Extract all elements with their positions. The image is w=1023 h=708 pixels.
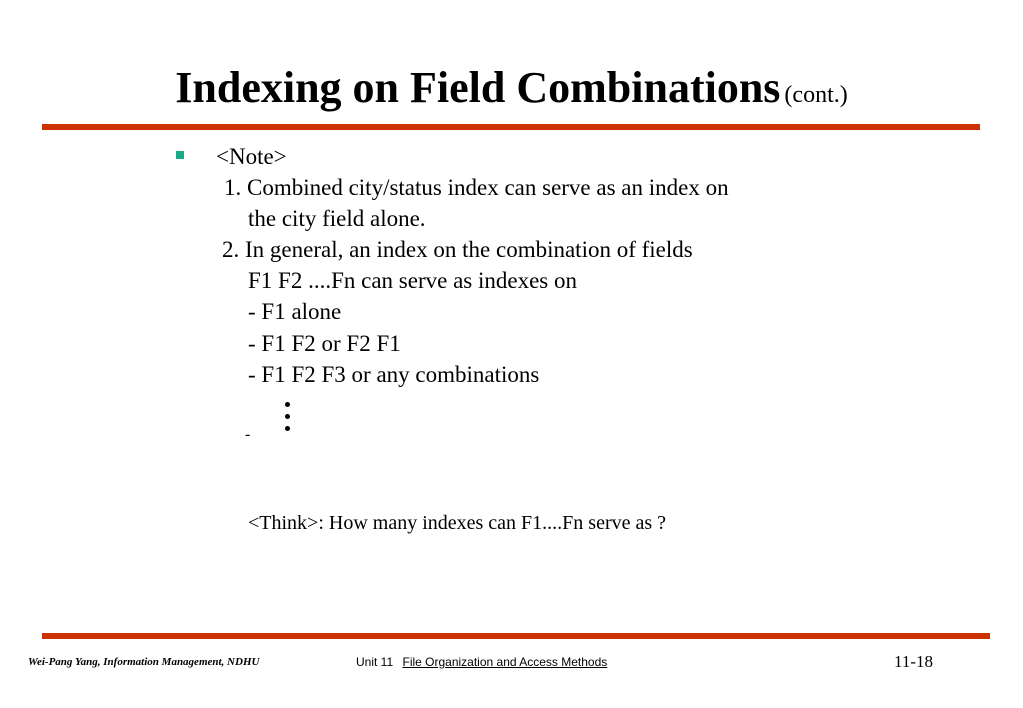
content-line-8: - (245, 426, 251, 443)
page-number: 11-18 (894, 652, 934, 671)
square-bullet-icon (176, 151, 184, 159)
slide-title-text: Indexing on Field Combinations (175, 63, 781, 112)
footer-unit: Unit 11 (356, 655, 394, 669)
footer-course-info (356, 655, 607, 669)
content-line-5: - F1 alone (248, 299, 342, 324)
slide-title-suffix: (cont.) (784, 82, 848, 108)
content-line-7: - F1 F2 F3 or any combinations (248, 362, 540, 387)
think-question: <Think>: How many indexes can F1....Fn serve as ? (248, 512, 667, 534)
title-divider (42, 124, 980, 130)
content-line-1: 1. Combined city/status index can serve as an index on (224, 175, 729, 200)
note-heading: <Note> (216, 144, 287, 169)
content-line-4: F1 F2 ....Fn can serve as indexes on (248, 268, 577, 293)
content-line-3: 2. In general, an index on the combination of fields (222, 237, 693, 262)
footer-course-link[interactable]: File Organization and Access Methods (402, 655, 608, 669)
content-line-2: the city field alone. (248, 206, 426, 231)
footer-author: Wei-Pang Yang, Information Management, NDHU (28, 656, 260, 668)
footer-divider (42, 633, 990, 639)
vertical-ellipsis-icon (285, 402, 291, 434)
slide-title (0, 62, 1023, 113)
content-line-6: - F1 F2 or F2 F1 (248, 331, 401, 356)
